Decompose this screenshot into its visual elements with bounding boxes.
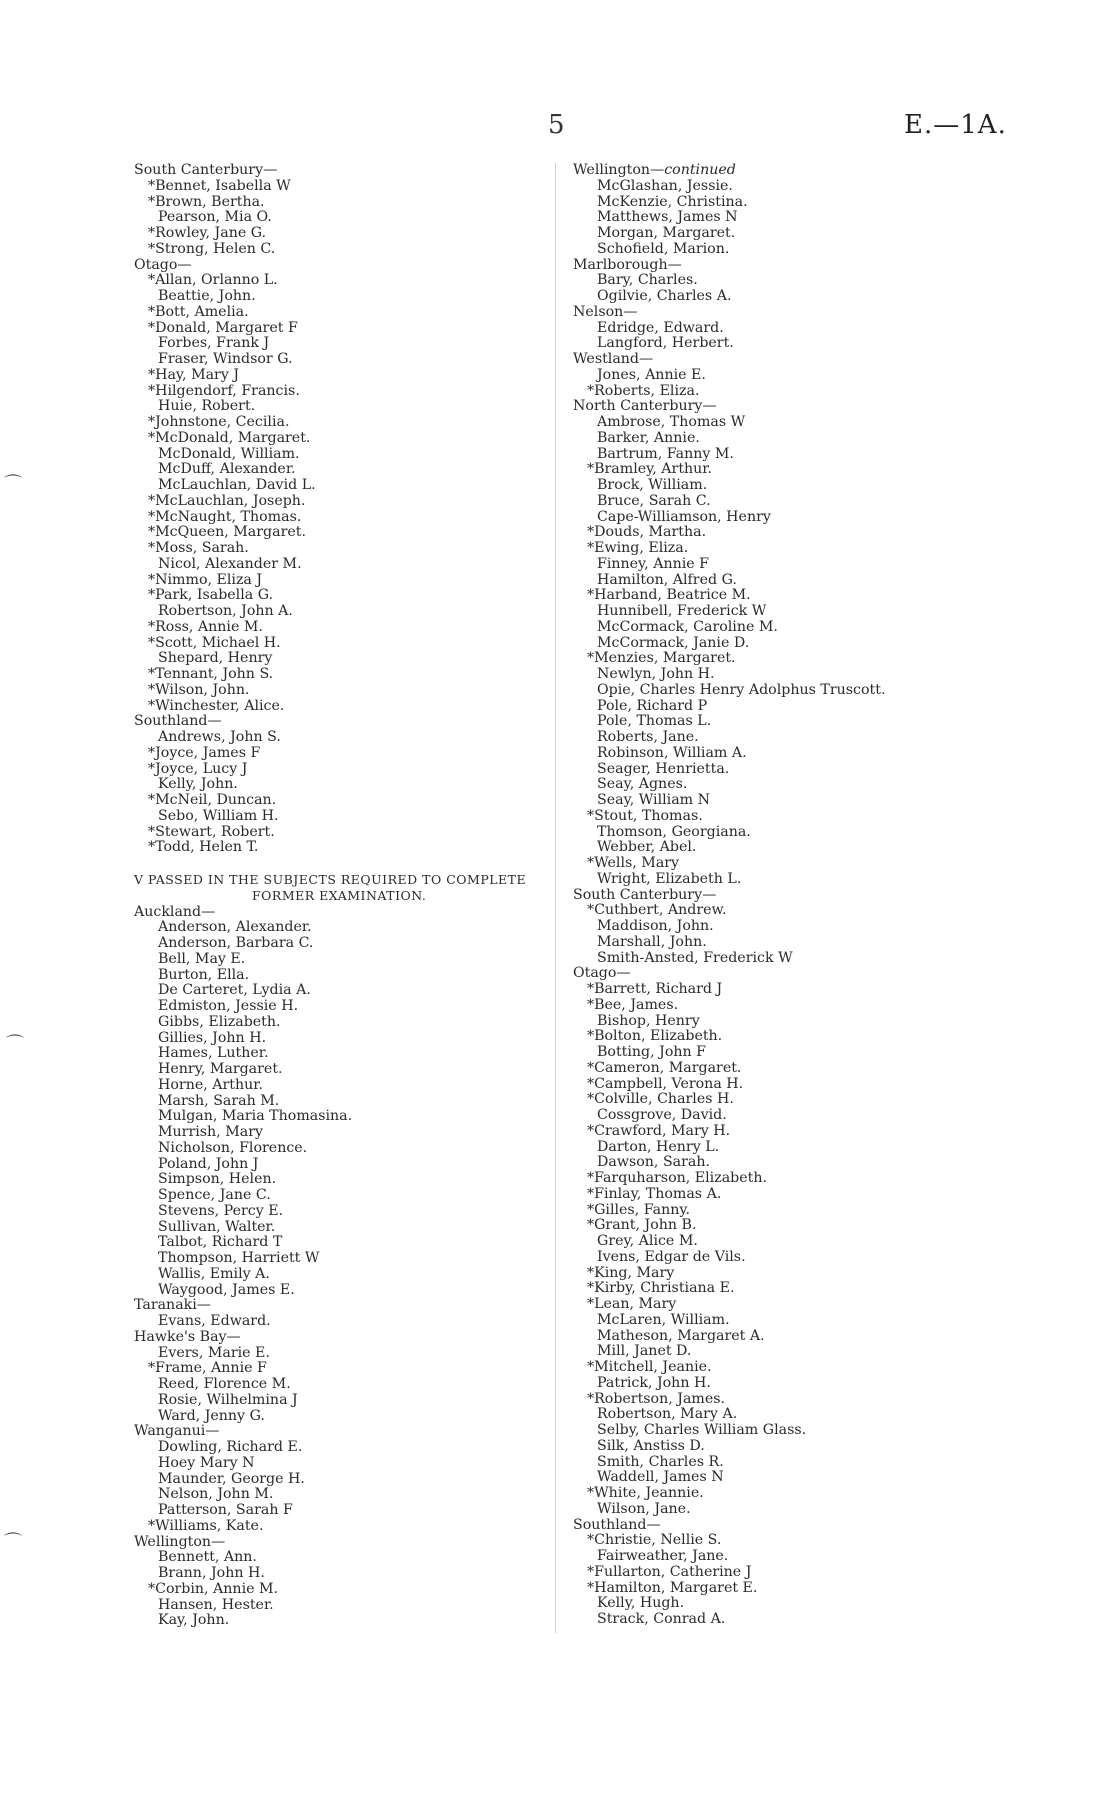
name-entry: *Douds, Martha. bbox=[587, 524, 707, 541]
name-entry: *Bennet, Isabella W bbox=[148, 177, 291, 194]
name-entry: Jones, Annie E. bbox=[597, 366, 706, 383]
name-entry: Reed, Florence M. bbox=[158, 1376, 291, 1392]
name-entry: Finney, Annie F bbox=[597, 555, 710, 572]
name-entry: Bartrum, Fanny M. bbox=[597, 445, 734, 462]
name-entry: *Ross, Annie M. bbox=[148, 618, 263, 635]
name-entry: McDonald, William. bbox=[158, 445, 300, 462]
name-entry: Fraser, Windsor G. bbox=[158, 351, 293, 367]
name-entry: Hoey Mary N bbox=[158, 1454, 255, 1471]
name-entry: Silk, Anstiss D. bbox=[597, 1437, 705, 1454]
left-column bbox=[134, 163, 544, 1629]
name-entry: Botting, John F bbox=[597, 1044, 707, 1060]
name-entry: *Finlay, Thomas A. bbox=[587, 1185, 722, 1202]
name-entry: *Nimmo, Eliza J bbox=[148, 571, 263, 588]
name-entry: *McQueen, Margaret. bbox=[148, 524, 306, 541]
name-entry: Darton, Henry L. bbox=[597, 1138, 720, 1155]
name-entry: Burton, Ella. bbox=[158, 966, 250, 983]
name-entry: *Bott, Amelia. bbox=[148, 303, 249, 320]
name-entry: *Joyce, Lucy J bbox=[148, 760, 248, 777]
name-entry: Smith-Ansted, Frederick W bbox=[597, 949, 793, 966]
name-entry: Henry, Margaret. bbox=[158, 1061, 283, 1077]
name-entry: Ivens, Edgar de Vils. bbox=[597, 1248, 746, 1265]
name-entry: Edridge, Edward. bbox=[597, 319, 724, 336]
name-entry: McKenzie, Christina. bbox=[597, 193, 748, 210]
name-entry: *Hilgendorf, Francis. bbox=[148, 382, 300, 399]
name-entry: Thompson, Harriett W bbox=[158, 1250, 320, 1266]
name-entry: *McNeil, Duncan. bbox=[148, 792, 277, 808]
name-entry: *Mitchell, Jeanie. bbox=[587, 1359, 712, 1375]
name-entry: Wilson, Jane. bbox=[597, 1500, 691, 1517]
name-entry: Langford, Herbert. bbox=[597, 335, 734, 352]
name-entry: Evers, Marie E. bbox=[158, 1344, 270, 1361]
name-entry: Robinson, William A. bbox=[597, 744, 747, 761]
name-entry: *Strong, Helen C. bbox=[148, 240, 276, 257]
margin-mark: ⌒ bbox=[4, 474, 22, 495]
name-entry: *Stout, Thomas. bbox=[587, 807, 703, 824]
name-entry: Bennett, Ann. bbox=[158, 1549, 257, 1566]
name-entry: Webber, Abel. bbox=[597, 839, 697, 856]
name-entry: *Robertson, James. bbox=[587, 1390, 726, 1407]
name-entry: Newlyn, John H. bbox=[597, 666, 715, 682]
name-entry: Bishop, Henry bbox=[597, 1012, 700, 1029]
name-entry: *Farquharson, Elizabeth. bbox=[587, 1170, 767, 1186]
name-entry: Kelly, Hugh. bbox=[597, 1595, 685, 1612]
name-entry: *Menzies, Margaret. bbox=[587, 650, 736, 667]
name-entry: Shepard, Henry bbox=[158, 650, 273, 667]
margin-mark: ⌒ bbox=[4, 1532, 22, 1553]
name-entry: Bary, Charles. bbox=[597, 272, 698, 289]
name-entry: *Frame, Annie F bbox=[148, 1360, 267, 1377]
region-heading: Auckland— bbox=[134, 903, 216, 920]
name-entry: Beattie, John. bbox=[158, 288, 256, 304]
name-entry: Kay, John. bbox=[158, 1612, 230, 1629]
name-entry: McCormack, Caroline M. bbox=[597, 618, 778, 635]
region-heading: Southland— bbox=[134, 713, 222, 730]
name-entry: *Johnstone, Cecilia. bbox=[148, 414, 290, 430]
name-entry: *Kirby, Christiana E. bbox=[587, 1280, 735, 1297]
region-heading: Marlborough— bbox=[573, 256, 682, 273]
section-heading bbox=[134, 872, 544, 904]
name-entry: Pole, Richard P bbox=[597, 697, 708, 714]
name-entry: Cape-Williamson, Henry bbox=[597, 508, 771, 525]
name-entry: Dawson, Sarah. bbox=[597, 1154, 711, 1171]
name-entry: *Rowley, Jane G. bbox=[148, 225, 267, 241]
name-entry: *Grant, John B. bbox=[587, 1217, 697, 1234]
name-entry: Thomson, Georgiana. bbox=[597, 823, 751, 840]
right-regions bbox=[573, 258, 973, 1628]
name-entry: Fairweather, Jane. bbox=[597, 1548, 729, 1564]
name-entry: Huie, Robert. bbox=[158, 398, 256, 415]
name-entry: Roberts, Jane. bbox=[597, 729, 699, 745]
name-entry: Pole, Thomas L. bbox=[597, 713, 712, 730]
name-entry: *Hamilton, Margaret E. bbox=[587, 1579, 758, 1596]
region-heading: Otago— bbox=[573, 965, 631, 982]
name-entry: *McLauchlan, Joseph. bbox=[148, 492, 306, 509]
name-entry: *Stewart, Robert. bbox=[148, 823, 275, 840]
name-entry: Anderson, Alexander. bbox=[158, 919, 312, 936]
region-heading-continued bbox=[573, 163, 973, 179]
name-entry: *White, Jeannie. bbox=[587, 1485, 704, 1501]
name-entry: McLaren, William. bbox=[597, 1311, 730, 1328]
column-divider bbox=[555, 163, 556, 1633]
name-entry: *Lean, Mary bbox=[587, 1296, 677, 1312]
name-entry: *Allan, Orlanno L. bbox=[148, 272, 278, 289]
name-entry: Opie, Charles Henry Adolphus Truscott. bbox=[597, 681, 886, 698]
name-entry: Patrick, John H. bbox=[597, 1374, 711, 1391]
name-entry: *Williams, Kate. bbox=[148, 1517, 264, 1534]
name-entry: Maddison, John. bbox=[597, 918, 714, 934]
name-entry: Dowling, Richard E. bbox=[158, 1439, 303, 1455]
name-entry: *Colville, Charles H. bbox=[587, 1091, 734, 1108]
margin-mark: ⌒ bbox=[6, 1034, 24, 1055]
name-entry: Grey, Alice M. bbox=[597, 1233, 698, 1249]
region-heading: South Canterbury— bbox=[134, 162, 278, 178]
name-entry: Evans, Edward. bbox=[158, 1313, 271, 1329]
name-entry: Simpson, Helen. bbox=[158, 1171, 277, 1188]
name-entry: Waygood, James E. bbox=[158, 1281, 295, 1298]
name-entry: Seager, Henrietta. bbox=[597, 760, 730, 777]
name-entry: *Crawford, Mary H. bbox=[587, 1122, 731, 1139]
name-entry: Robertson, John A. bbox=[158, 603, 293, 619]
name-entry: Sullivan, Walter. bbox=[158, 1218, 276, 1235]
name-entry: Selby, Charles William Glass. bbox=[597, 1422, 807, 1438]
name-entry: Spence, Jane C. bbox=[158, 1187, 271, 1203]
name-entry: *Scott, Michael H. bbox=[148, 634, 281, 651]
region-heading: Otago— bbox=[134, 256, 192, 273]
name-entry: *King, Mary bbox=[587, 1264, 675, 1281]
right-column bbox=[573, 163, 973, 1628]
name-entry: *Corbin, Annie M. bbox=[148, 1580, 279, 1597]
region-name: Wellington— bbox=[573, 162, 665, 178]
region-heading: South Canterbury— bbox=[573, 886, 717, 903]
name-entry: *Tennant, John S. bbox=[148, 666, 274, 682]
section-heading-line1: V PASSED IN THE SUBJECTS REQUIRED TO COMPLETE bbox=[134, 872, 527, 887]
name-entry: *Cameron, Margaret. bbox=[587, 1059, 742, 1076]
name-entry: *Donald, Margaret F bbox=[148, 319, 298, 336]
name-entry: Nelson, John M. bbox=[158, 1486, 274, 1503]
name-entry: Maunder, George H. bbox=[158, 1470, 305, 1487]
left-top-regions bbox=[134, 163, 544, 856]
name-entry: Anderson, Barbara C. bbox=[158, 935, 314, 951]
name-entry: Marsh, Sarah M. bbox=[158, 1092, 280, 1109]
name-entry: McGlashan, Jessie. bbox=[597, 177, 733, 194]
region-heading: North Canterbury— bbox=[573, 398, 717, 415]
region-heading: Westland— bbox=[573, 351, 654, 367]
name-entry: *Wells, Mary bbox=[587, 855, 680, 871]
name-entry: Rosie, Wilhelmina J bbox=[158, 1391, 298, 1408]
region-heading: Southland— bbox=[573, 1516, 661, 1533]
name-entry: Seay, Agnes. bbox=[597, 776, 688, 793]
name-entry: McDuff, Alexander. bbox=[158, 461, 296, 478]
name-entry: Wright, Elizabeth L. bbox=[597, 870, 742, 887]
name-entry: Schofield, Marion. bbox=[597, 240, 730, 257]
name-entry: Marshall, John. bbox=[597, 933, 707, 950]
name-entry: Matthews, James N bbox=[597, 209, 738, 226]
name-entry: *Hay, Mary J bbox=[148, 366, 240, 383]
name-entry: Ward, Jenny G. bbox=[158, 1407, 265, 1424]
name-entry: Seay, William N bbox=[597, 792, 711, 808]
name-entry: *McDonald, Margaret. bbox=[148, 429, 311, 446]
name-entry: Waddell, James N bbox=[597, 1469, 724, 1486]
name-entry: *Roberts, Eliza. bbox=[587, 382, 700, 399]
name-entry: Sebo, William H. bbox=[158, 807, 279, 824]
name-entry: Smith, Charles R. bbox=[597, 1453, 724, 1470]
name-entry: Matheson, Margaret A. bbox=[597, 1327, 765, 1344]
name-entry: *Cuthbert, Andrew. bbox=[587, 902, 727, 919]
name-entry: Robertson, Mary A. bbox=[597, 1406, 738, 1423]
name-entry: *Todd, Helen T. bbox=[148, 839, 259, 856]
name-entry: Wallis, Emily A. bbox=[158, 1265, 270, 1282]
name-entry: *Winchester, Alice. bbox=[148, 697, 285, 714]
name-entry: Nicholson, Florence. bbox=[158, 1139, 308, 1156]
name-entry: Andrews, John S. bbox=[158, 729, 281, 745]
name-entry: *Wilson, John. bbox=[148, 681, 250, 698]
name-entry: *Bolton, Elizabeth. bbox=[587, 1028, 723, 1045]
name-entry: Talbot, Richard T bbox=[158, 1234, 283, 1251]
name-entry: Nicol, Alexander M. bbox=[158, 555, 302, 572]
name-entry: *Bramley, Arthur. bbox=[587, 461, 713, 478]
name-entry: Brock, William. bbox=[597, 477, 708, 493]
name-entry: McCormack, Janie D. bbox=[597, 634, 750, 651]
name-entry: Poland, John J bbox=[158, 1155, 259, 1172]
region-heading: Hawke's Bay— bbox=[134, 1328, 241, 1345]
name-entry: Brann, John H. bbox=[158, 1565, 265, 1581]
name-entry: Bell, May E. bbox=[158, 950, 246, 967]
left-bottom-regions bbox=[134, 905, 544, 1630]
name-entry: *Ewing, Eliza. bbox=[587, 540, 689, 556]
name-entry: *Moss, Sarah. bbox=[148, 540, 249, 556]
name-entry: De Carteret, Lydia A. bbox=[158, 982, 311, 999]
name-entry: Ogilvie, Charles A. bbox=[597, 288, 732, 304]
region-heading: Taranaki— bbox=[134, 1297, 211, 1314]
name-entry: Morgan, Margaret. bbox=[597, 225, 736, 241]
name-entry: Murrish, Mary bbox=[158, 1124, 263, 1140]
name-entry: Ambrose, Thomas W bbox=[597, 414, 746, 430]
name-entry: *Brown, Bertha. bbox=[148, 193, 265, 210]
name-entry: *Fullarton, Catherine J bbox=[587, 1563, 752, 1580]
continued-entries bbox=[573, 179, 973, 258]
name-entry: Mulgan, Maria Thomasina. bbox=[158, 1108, 353, 1125]
name-entry: Pearson, Mia O. bbox=[158, 209, 272, 226]
name-entry: Barker, Annie. bbox=[597, 429, 700, 446]
name-entry: *Bee, James. bbox=[587, 996, 679, 1013]
name-entry: Forbes, Frank J bbox=[158, 335, 270, 352]
section-heading-line2: FORMER EXAMINATION. bbox=[252, 887, 427, 903]
name-entry: *Campbell, Verona H. bbox=[587, 1075, 744, 1092]
name-entry: *Joyce, James F bbox=[148, 744, 261, 761]
name-entry: *Barrett, Richard J bbox=[587, 981, 723, 997]
name-entry: Gibbs, Elizabeth. bbox=[158, 1013, 281, 1030]
name-entry: Hansen, Hester. bbox=[158, 1596, 274, 1613]
name-entry: *McNaught, Thomas. bbox=[148, 508, 302, 525]
name-entry: Hamilton, Alfred G. bbox=[597, 571, 737, 588]
name-entry: Cossgrove, David. bbox=[597, 1107, 727, 1123]
region-heading: Wanganui— bbox=[134, 1423, 220, 1440]
name-entry: Gillies, John H. bbox=[158, 1029, 267, 1046]
name-entry: Kelly, John. bbox=[158, 776, 238, 793]
continued-label: continued bbox=[664, 162, 736, 178]
name-entry: Strack, Conrad A. bbox=[597, 1611, 726, 1627]
page-number: 5 bbox=[548, 110, 565, 140]
name-entry: *Gilles, Fanny. bbox=[587, 1201, 690, 1218]
region-heading: Nelson— bbox=[573, 303, 638, 320]
name-entry: Mill, Janet D. bbox=[597, 1343, 692, 1360]
name-entry: Edmiston, Jessie H. bbox=[158, 998, 299, 1014]
name-entry: *Park, Isabella G. bbox=[148, 587, 274, 604]
name-entry: McLauchlan, David L. bbox=[158, 477, 316, 493]
region-heading: Wellington— bbox=[134, 1533, 226, 1550]
name-entry: Patterson, Sarah F bbox=[158, 1502, 293, 1518]
page-reference: E.—1A. bbox=[904, 110, 1007, 140]
name-entry: *Christie, Nellie S. bbox=[587, 1532, 722, 1549]
name-entry: Hames, Luther. bbox=[158, 1045, 269, 1062]
name-entry: *Harband, Beatrice M. bbox=[587, 587, 751, 604]
name-entry: Hunnibell, Frederick W bbox=[597, 603, 767, 619]
name-entry: Horne, Arthur. bbox=[158, 1076, 263, 1093]
name-entry: Stevens, Percy E. bbox=[158, 1202, 284, 1219]
name-entry: Bruce, Sarah C. bbox=[597, 492, 711, 509]
